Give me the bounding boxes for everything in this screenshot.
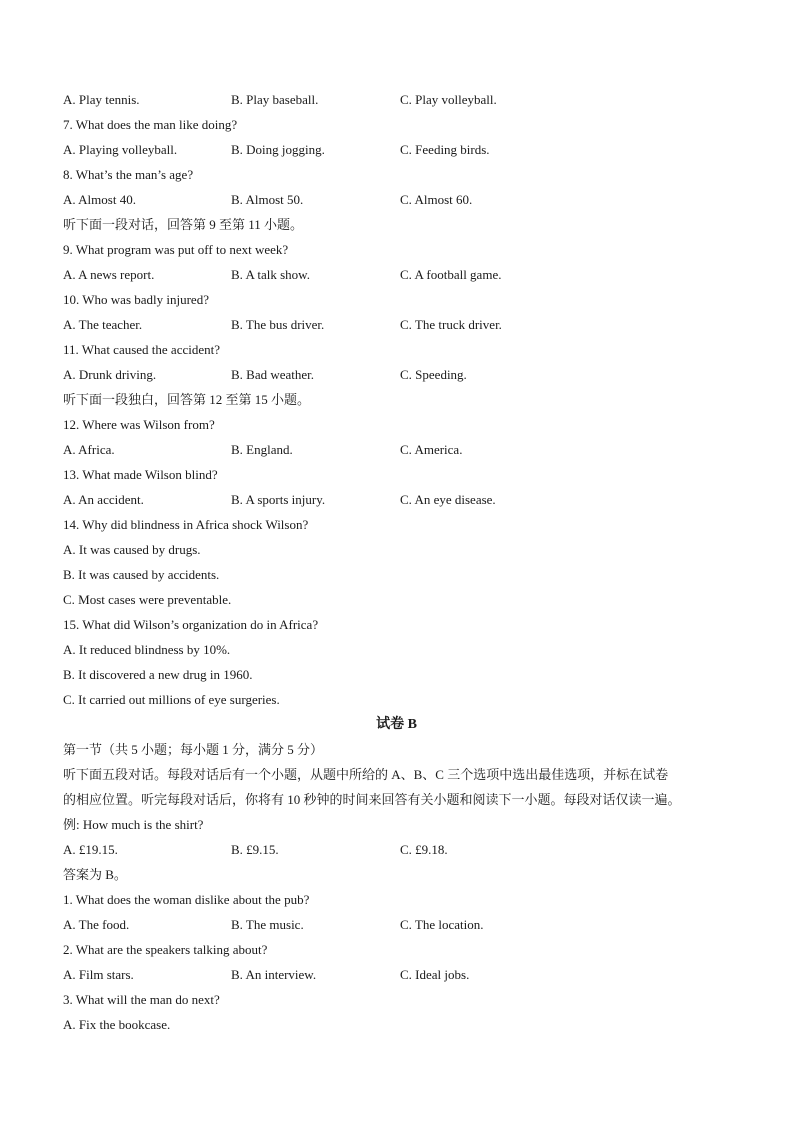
text-line: 14. Why did blindness in Africa shock Wilson? bbox=[63, 517, 309, 532]
text-line: C. Most cases were preventable. bbox=[63, 592, 232, 607]
text-line: 听下面一段独白，回答第 12 至第 15 小题。 bbox=[63, 392, 311, 407]
text-line: 第一节（共 5 小题；每小题 1 分，满分 5 分） bbox=[63, 742, 324, 757]
text-line: 11. What caused the accident? bbox=[63, 342, 221, 357]
answer-options-row bbox=[63, 912, 743, 937]
text-line: 3. What will the man do next? bbox=[63, 992, 220, 1007]
option-c: C. A football game. bbox=[400, 267, 502, 282]
option-b: B. The bus driver. bbox=[231, 317, 325, 332]
option-b: B. Almost 50. bbox=[231, 192, 304, 207]
text-line: 2. What are the speakers talking about? bbox=[63, 942, 268, 957]
option-a: A. Almost 40. bbox=[63, 192, 136, 207]
answer-options-row bbox=[63, 962, 743, 987]
answer-options-row bbox=[63, 87, 743, 112]
option-c: C. An eye disease. bbox=[400, 492, 496, 507]
option-c: C. The truck driver. bbox=[400, 317, 502, 332]
answer-options-row bbox=[63, 312, 743, 337]
answer-options-row bbox=[63, 837, 743, 862]
section-title: 试卷 B bbox=[376, 717, 417, 732]
text-line: C. It carried out millions of eye surgeries. bbox=[63, 692, 280, 707]
text-line: 的相应位置。听完每段对话后，你将有 10 秒钟的时间来回答有关小题和阅读下一小题。每段对话仅读一遍。 bbox=[63, 792, 681, 807]
answer-options-row bbox=[63, 137, 743, 162]
option-a: A. The teacher. bbox=[63, 317, 143, 332]
option-a: A. Play tennis. bbox=[63, 92, 140, 107]
text-line: A. Fix the bookcase. bbox=[63, 1017, 171, 1032]
text-line: B. It discovered a new drug in 1960. bbox=[63, 667, 253, 682]
text-line: 7. What does the man like doing? bbox=[63, 117, 238, 132]
option-c: C. Speeding. bbox=[400, 367, 467, 382]
option-c: C. Almost 60. bbox=[400, 192, 473, 207]
option-a: A. An accident. bbox=[63, 492, 144, 507]
text-line: 听下面五段对话。每段对话后有一个小题，从题中所给的 A、B、C 三个选项中选出最佳选项，并标在试卷 bbox=[63, 767, 669, 782]
option-a: A. The food. bbox=[63, 917, 130, 932]
text-line: A. It was caused by drugs. bbox=[63, 542, 201, 557]
text-line: 例: How much is the shirt? bbox=[63, 817, 204, 832]
text-line: 8. What’s the man’s age? bbox=[63, 167, 194, 182]
exam-page bbox=[63, 87, 743, 1037]
text-line: 10. Who was badly injured? bbox=[63, 292, 209, 307]
text-line: 1. What does the woman dislike about the pub? bbox=[63, 892, 310, 907]
option-b: B. England. bbox=[231, 442, 293, 457]
option-b: B. Bad weather. bbox=[231, 367, 315, 382]
text-line: 15. What did Wilson’s organization do in Africa? bbox=[63, 617, 319, 632]
text-line: B. It was caused by accidents. bbox=[63, 567, 220, 582]
answer-options-row bbox=[63, 187, 743, 212]
option-c: C. Ideal jobs. bbox=[400, 967, 470, 982]
answer-options-row bbox=[63, 362, 743, 387]
text-line: 12. Where was Wilson from? bbox=[63, 417, 215, 432]
answer-options-row bbox=[63, 262, 743, 287]
option-b: B. Doing jogging. bbox=[231, 142, 325, 157]
option-a: A. Playing volleyball. bbox=[63, 142, 178, 157]
option-c: C. £9.18. bbox=[400, 842, 448, 857]
text-line: 9. What program was put off to next week? bbox=[63, 242, 289, 257]
option-a: A. Drunk driving. bbox=[63, 367, 157, 382]
option-b: B. £9.15. bbox=[231, 842, 279, 857]
option-b: B. A sports injury. bbox=[231, 492, 326, 507]
option-b: B. An interview. bbox=[231, 967, 317, 982]
option-a: A. £19.15. bbox=[63, 842, 118, 857]
answer-options-row bbox=[63, 437, 743, 462]
option-b: B. The music. bbox=[231, 917, 304, 932]
option-c: C. Play volleyball. bbox=[400, 92, 497, 107]
text-line: 13. What made Wilson blind? bbox=[63, 467, 218, 482]
option-c: C. The location. bbox=[400, 917, 484, 932]
option-a: A. A news report. bbox=[63, 267, 155, 282]
option-a: A. Africa. bbox=[63, 442, 115, 457]
text-line: 答案为 B。 bbox=[63, 867, 127, 882]
option-c: C. Feeding birds. bbox=[400, 142, 490, 157]
option-b: B. Play baseball. bbox=[231, 92, 319, 107]
option-c: C. America. bbox=[400, 442, 463, 457]
text-line: 听下面一段对话，回答第 9 至第 11 小题。 bbox=[63, 217, 304, 232]
option-a: A. Film stars. bbox=[63, 967, 134, 982]
answer-options-row bbox=[63, 487, 743, 512]
text-line: A. It reduced blindness by 10%. bbox=[63, 642, 231, 657]
option-b: B. A talk show. bbox=[231, 267, 310, 282]
